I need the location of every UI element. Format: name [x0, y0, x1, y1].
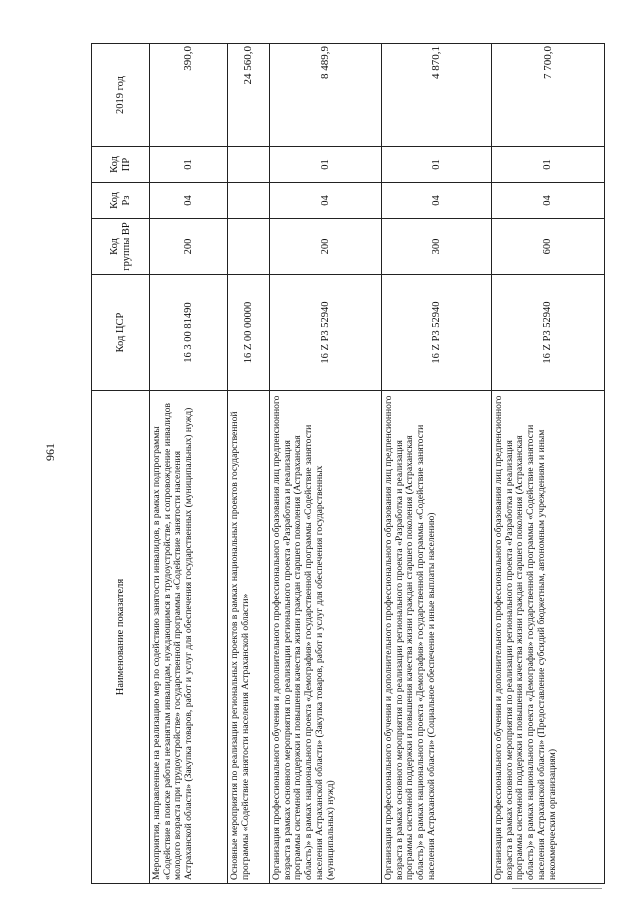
row-vr: 200 — [270, 219, 382, 275]
table-row — [150, 44, 228, 884]
row-amount: 4 870,1 — [382, 44, 492, 147]
row-pr: 01 — [150, 147, 228, 183]
header-year: 2019 год — [92, 44, 150, 147]
row-pr: 01 — [382, 147, 492, 183]
row-csr: 16 3 00 81490 — [150, 275, 228, 391]
header-vr: Код группы ВР — [92, 219, 150, 275]
row-rz — [228, 183, 270, 219]
table-row — [270, 44, 382, 884]
header-name: Наименование показателя — [92, 391, 150, 884]
header-csr: Код ЦСР — [92, 275, 150, 391]
row-amount: 8 489,9 — [270, 44, 382, 147]
row-name: Организация профессионального обучения и дополнительного профессионального образования лиц предпенсионного возраста в рамках основного мероприятия по реализации регионального проекта «Разработка и реализация программы системной поддержки и повышения качества жизни граждан старшего поколения (Астраханская область)» в рамках национального проекта «Демография» государственной программы «Содействие занятости населения Астраханской области» (Закупка товаров, работ и услуг для обеспечения государственных (муниципальных) нужд) — [270, 391, 382, 884]
row-csr: 16 Z 00 00000 — [228, 275, 270, 391]
table-row — [228, 44, 270, 884]
row-rz: 04 — [270, 183, 382, 219]
row-name: Мероприятия, направленные на реализацию мер по содействию занятости инвалидов, в рамках подпрограммы «Содействие в поиске работы незанятым инвалидам, нуждающимся в трудоустройстве, и сопровождение инвалидов молодого возраста при трудоустройстве» государственной программы «Содействие занятости населения Астраханской области» (Закупка товаров, работ и услуг для обеспечения государственных (муниципальных) нужд) — [150, 391, 228, 884]
header-rz: Код Рз — [92, 183, 150, 219]
header-pr: Код ПР — [92, 147, 150, 183]
row-amount: 390,0 — [150, 44, 228, 147]
row-name: Организация профессионального обучения и дополнительного профессионального образования лиц предпенсионного возраста в рамках основного мероприятия по реализации регионального проекта «Разработка и реализация программы системной поддержки и повышения качества жизни граждан старшего поколения (Астраханская область)» в рамках национального проекта «Демография» государственной программы «Содействие занятости населения Астраханской области» (Социальное обеспечение и иные выплаты населению) — [382, 391, 492, 884]
rotated-table-container — [91, 44, 604, 884]
row-csr: 16 Z P3 52940 — [492, 275, 605, 391]
row-vr: 600 — [492, 219, 605, 275]
row-name: Основные мероприятия по реализации региональных проектов в рамках национальных проектов государственной программы «Содействие занятости населения Астраханской области» — [228, 391, 270, 884]
row-pr: 01 — [492, 147, 605, 183]
row-rz: 04 — [492, 183, 605, 219]
row-amount: 7 700,0 — [492, 44, 605, 147]
table-header-row — [92, 44, 150, 884]
row-vr — [228, 219, 270, 275]
row-pr: 01 — [270, 147, 382, 183]
row-name: Организация профессионального обучения и дополнительного профессионального образования лиц предпенсионного возраста в рамках основного мероприятия по реализации регионального проекта «Разработка и реализация программы системной поддержки и повышения качества жизни граждан старшего поколения (Астраханская область)» в рамках национального проекта «Демография» государственной программы «Содействие занятости населения Астраханской области» (Предоставление субсидий бюджетным, автономным учреждениям и иным некоммерческим организациям) — [492, 391, 605, 884]
row-pr — [228, 147, 270, 183]
row-rz: 04 — [382, 183, 492, 219]
budget-table — [91, 43, 605, 884]
table-row — [492, 44, 605, 884]
row-amount: 24 560,0 — [228, 44, 270, 147]
row-vr: 200 — [150, 219, 228, 275]
table-row — [382, 44, 492, 884]
scan-mark — [512, 888, 602, 889]
row-vr: 300 — [382, 219, 492, 275]
row-csr: 16 Z P3 52940 — [382, 275, 492, 391]
page-number: 961 — [43, 443, 57, 461]
row-csr: 16 Z P3 52940 — [270, 275, 382, 391]
row-rz: 04 — [150, 183, 228, 219]
